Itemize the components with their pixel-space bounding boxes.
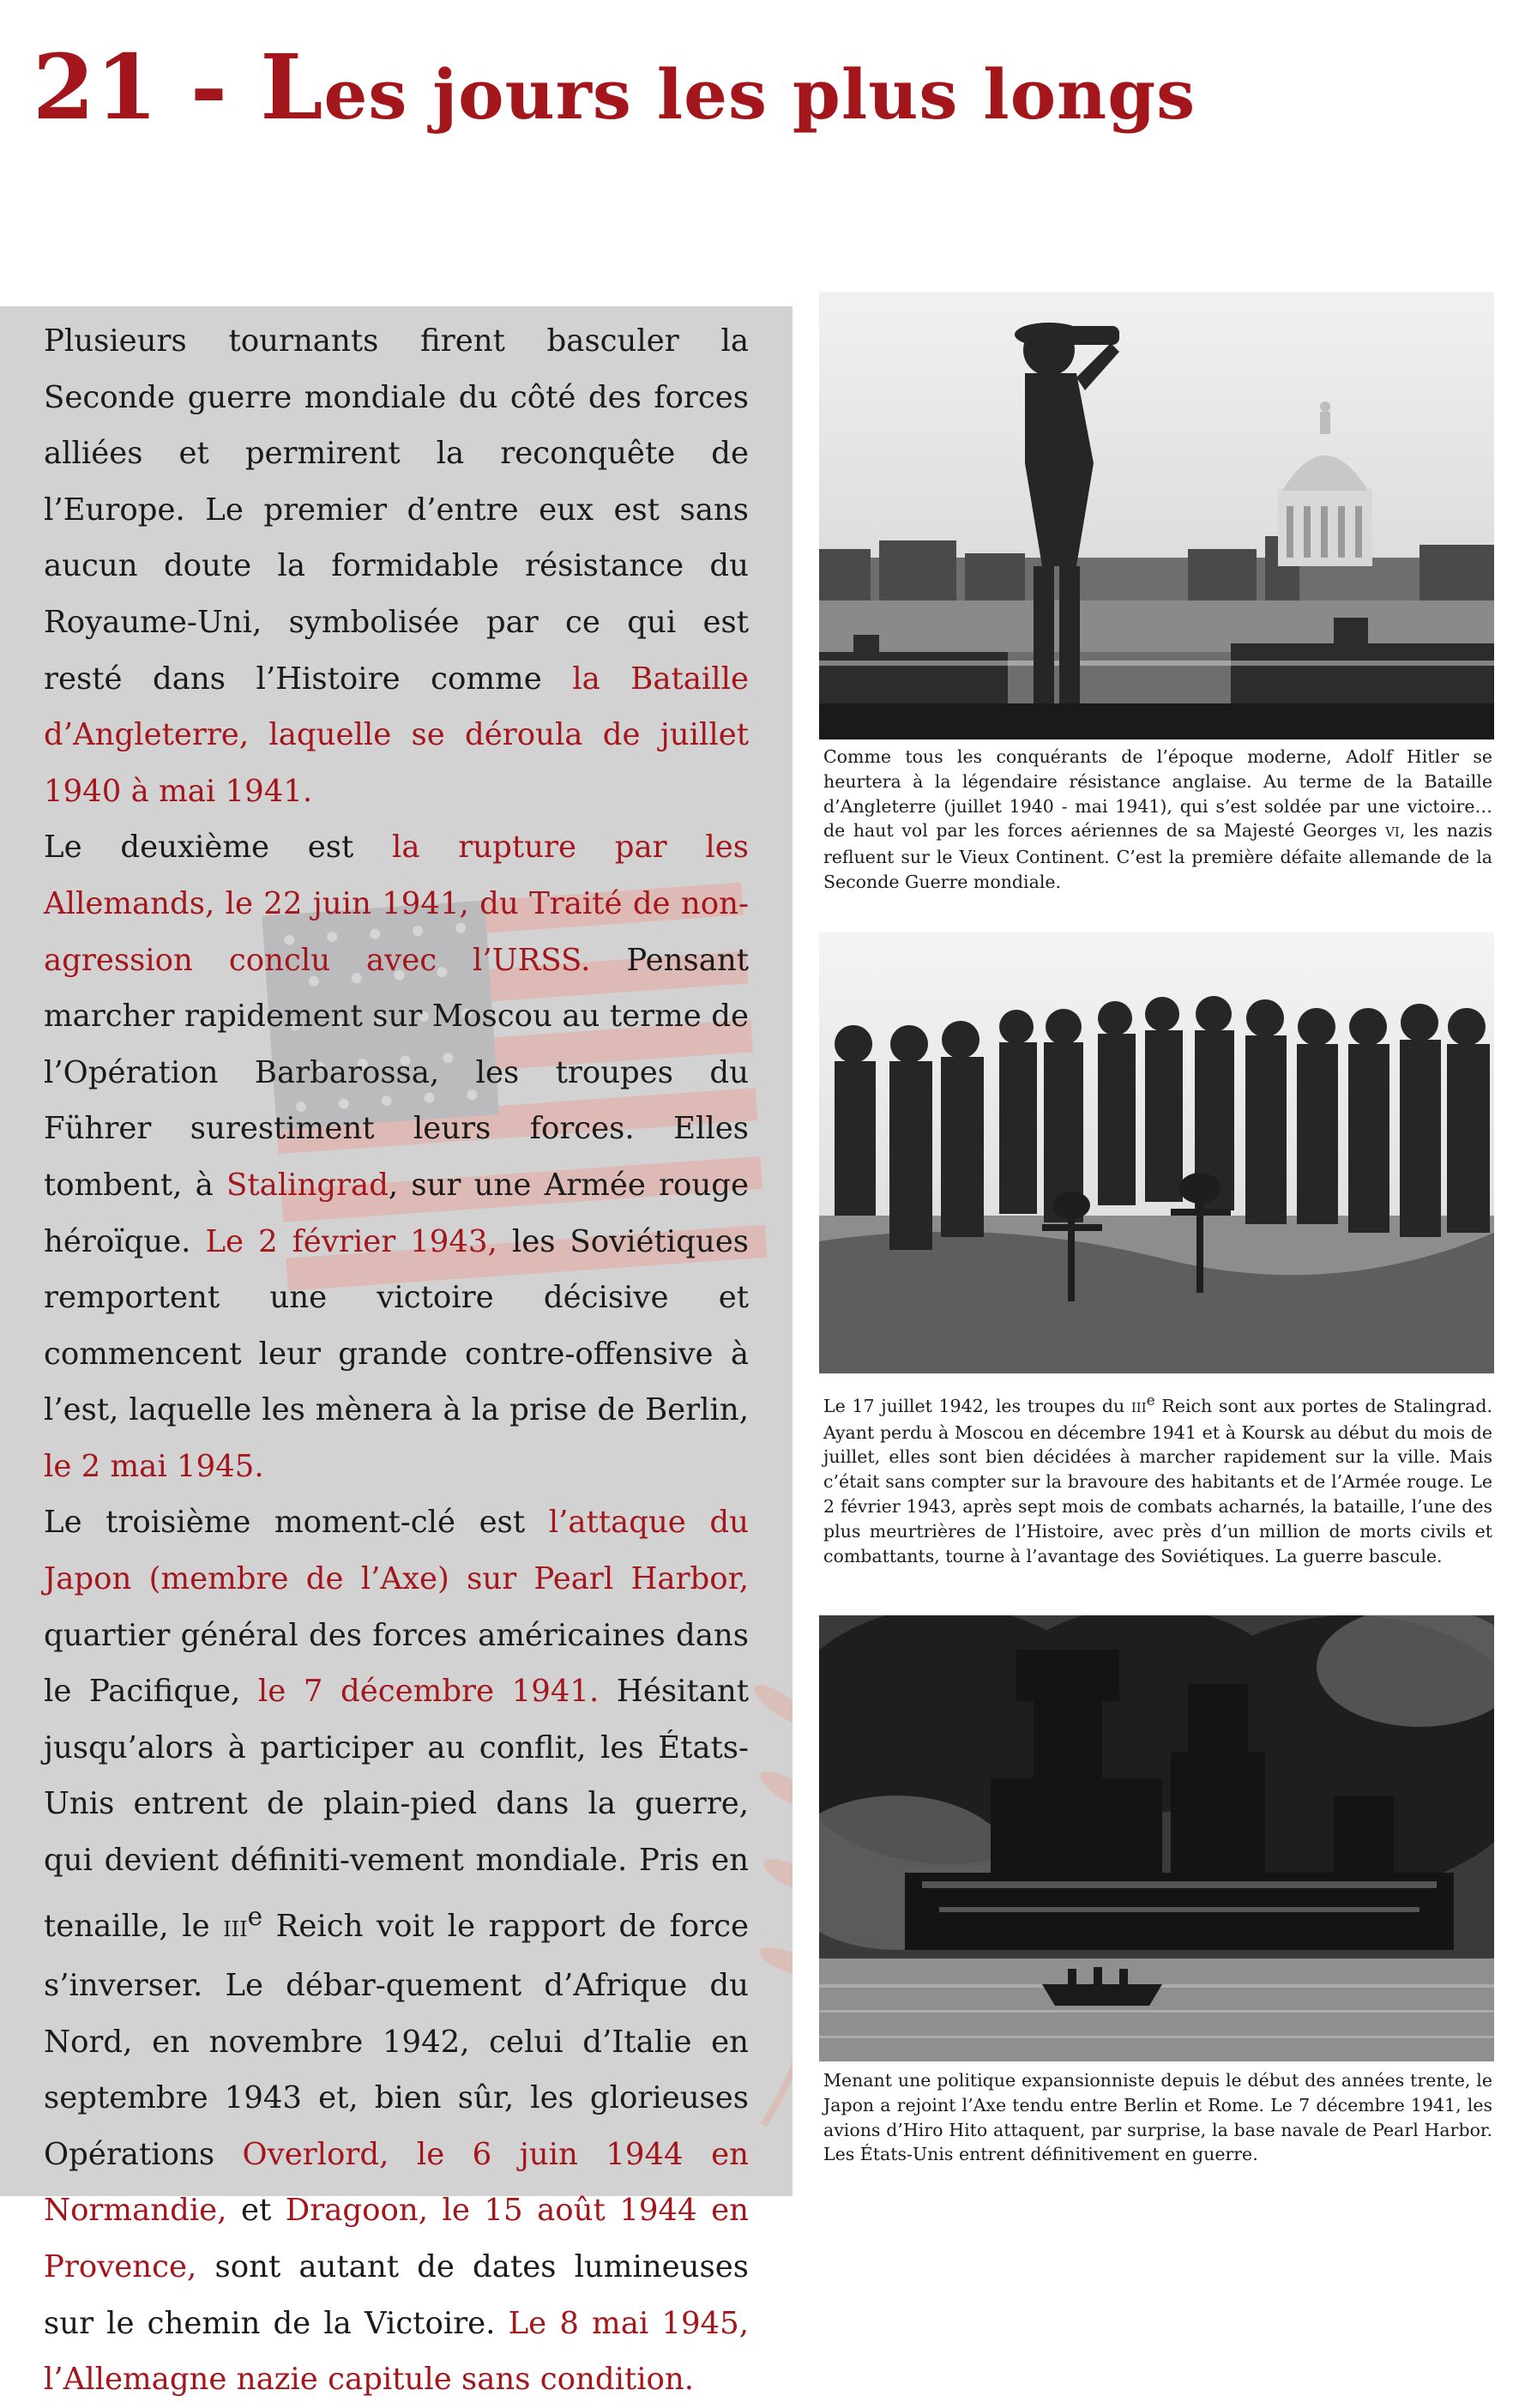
caption-text: Reich sont aux portes de Stalingrad. Ayant perdu à Moscou en décembre 1941 et à Koursk au début du mois de juillet, elles sont bien décidées à marcher rapidement sur la ville. Mais c’était sans compter sur la bravoure des habitants et de l’Armée rouge. Le 2 février 1943, après sept mois de combats acharnés, la bataille, l’une des plus meurtrières de l’Histoire, avec près d’un million de morts civils et combattants, tourne à l’avantage des Soviétiques. La guerre bascule. — [823, 1395, 1492, 1566]
caption-battle-of-britain — [823, 745, 1492, 895]
title-number: 21 - — [33, 34, 261, 140]
caption-text: Menant une politique expansionniste depuis le début des années trente, le Japon a rejoint l’Axe tendu entre Berlin et Rome. Le 7 décembre 1941, les avions d’Hiro Hito attaquent, par surprise, la base navale de Pearl Harbor. Les États-Unis entrent définitivement en guerre. — [823, 2070, 1492, 2165]
highlight-dragoon: Dragoon, le 15 août 1944 en Provence, — [44, 2193, 749, 2285]
text-run: sont autant de dates lumineuses sur le chemin de la Victoire. — [44, 2249, 749, 2341]
article-body — [44, 313, 749, 2408]
text-run: Le deuxième est — [44, 830, 393, 866]
caption-text: Le 17 juillet 1942, les troupes du — [823, 1395, 1131, 1416]
roman-numeral: III — [1130, 1399, 1147, 1415]
text-run: Reich voit le rapport de force s’inverser. Le débar-quement d’Afrique du Nord, en novembre 1942, celui d’Italie en septembre 1943 et, bien sûr, les glorieuses Opérations — [44, 1908, 749, 2172]
highlight-pact-rupture: la rupture par les Allemands, le 22 juin 1941, du Traité de non-agression conclu avec l’URSS. — [44, 830, 749, 978]
highlight-may-1945: le 2 mai 1945. — [44, 1448, 264, 1484]
reich-superscript: e — [247, 1901, 263, 1931]
highlight-dec-1941: le 7 décembre 1941. — [257, 1674, 600, 1710]
reich-numeral: III — [223, 1916, 248, 1941]
title-initial: L — [260, 34, 324, 140]
highlight-overlord: Overlord, le 6 juin 1944 en Normandie, — [44, 2136, 749, 2229]
paragraph-1 — [44, 313, 749, 819]
text-run: les Soviétiques remportent une victoire décisive et commencent leur grande contre-offensive à l’est, laquelle les mènera à la prise de Berlin, — [44, 1223, 749, 1428]
paragraph-3 — [44, 1494, 749, 2407]
photo-pearl-harbor-battleship — [819, 1615, 1494, 2061]
highlight-battle-of-britain: la Bataille d’Angleterre, laquelle se déroula de juillet 1940 à mai 1941. — [44, 661, 749, 809]
highlight-feb-1943: Le 2 février 1943, — [205, 1223, 497, 1259]
text-run: Hésitant jusqu’alors à participer au conflit, les États-Unis entrent de plain-pied dans la guerre, qui devient définiti-vement mondiale. Pris en tenaille, le — [44, 1674, 749, 1944]
title-rest: es jours les plus longs — [323, 54, 1196, 135]
photo-stalingrad-soldiers — [819, 932, 1494, 1373]
highlight-stalingrad: Stalingrad — [226, 1167, 389, 1203]
text-run: Plusieurs tournants firent basculer la Seconde guerre mondiale du côté des forces alliées et permirent la reconquête de l’Europe. Le premier d’entre eux est sans aucun doute la formidable résistance du Royaume-Uni, symbolisée par ce qui est resté dans l’Histoire comme — [44, 323, 749, 697]
paragraph-2 — [44, 819, 749, 1494]
caption-text: Comme tous les conquérants de l’époque moderne, Adolf Hitler se heurtera à la légendaire résistance anglaise. Au terme de la Bataille d’Angleterre (juillet 1940 - mai 1941), qui s’est soldée par une victoire… de haut vol par les forces aériennes de sa Majesté Georges — [823, 746, 1492, 842]
roman-numeral: VI — [1385, 824, 1400, 841]
text-run: , sur une Armée rouge héroïque. — [44, 1167, 750, 1259]
superscript: e — [1146, 1392, 1155, 1409]
text-run: et — [226, 2193, 286, 2229]
caption-text: , les nazis refluent sur le Vieux Continent. C’est la première défaite allemande de la Seconde Guerre mondiale. — [823, 820, 1493, 892]
text-run: Pensant marcher rapidement sur Moscou au terme de l’Opération Barbarossa, les troupes du Führer surestiment leurs forces. Elles tombent, à — [44, 942, 749, 1203]
highlight-capitulation: Le 8 mai 1945, l’Allemagne nazie capitule sans condition. — [44, 2305, 749, 2398]
highlight-pearl-harbor: l’attaque du Japon (membre de l’Axe) sur Pearl Harbor, — [44, 1505, 749, 1597]
photo-london-rooftop-observer — [819, 292, 1494, 739]
caption-pearl-harbor — [823, 2068, 1492, 2167]
text-run: quartier général des forces américaines dans le Pacifique, — [44, 1617, 749, 1710]
caption-stalingrad — [823, 1389, 1492, 1568]
text-run: Le troisième moment-clé est — [44, 1505, 549, 1541]
page-title — [33, 27, 1508, 154]
